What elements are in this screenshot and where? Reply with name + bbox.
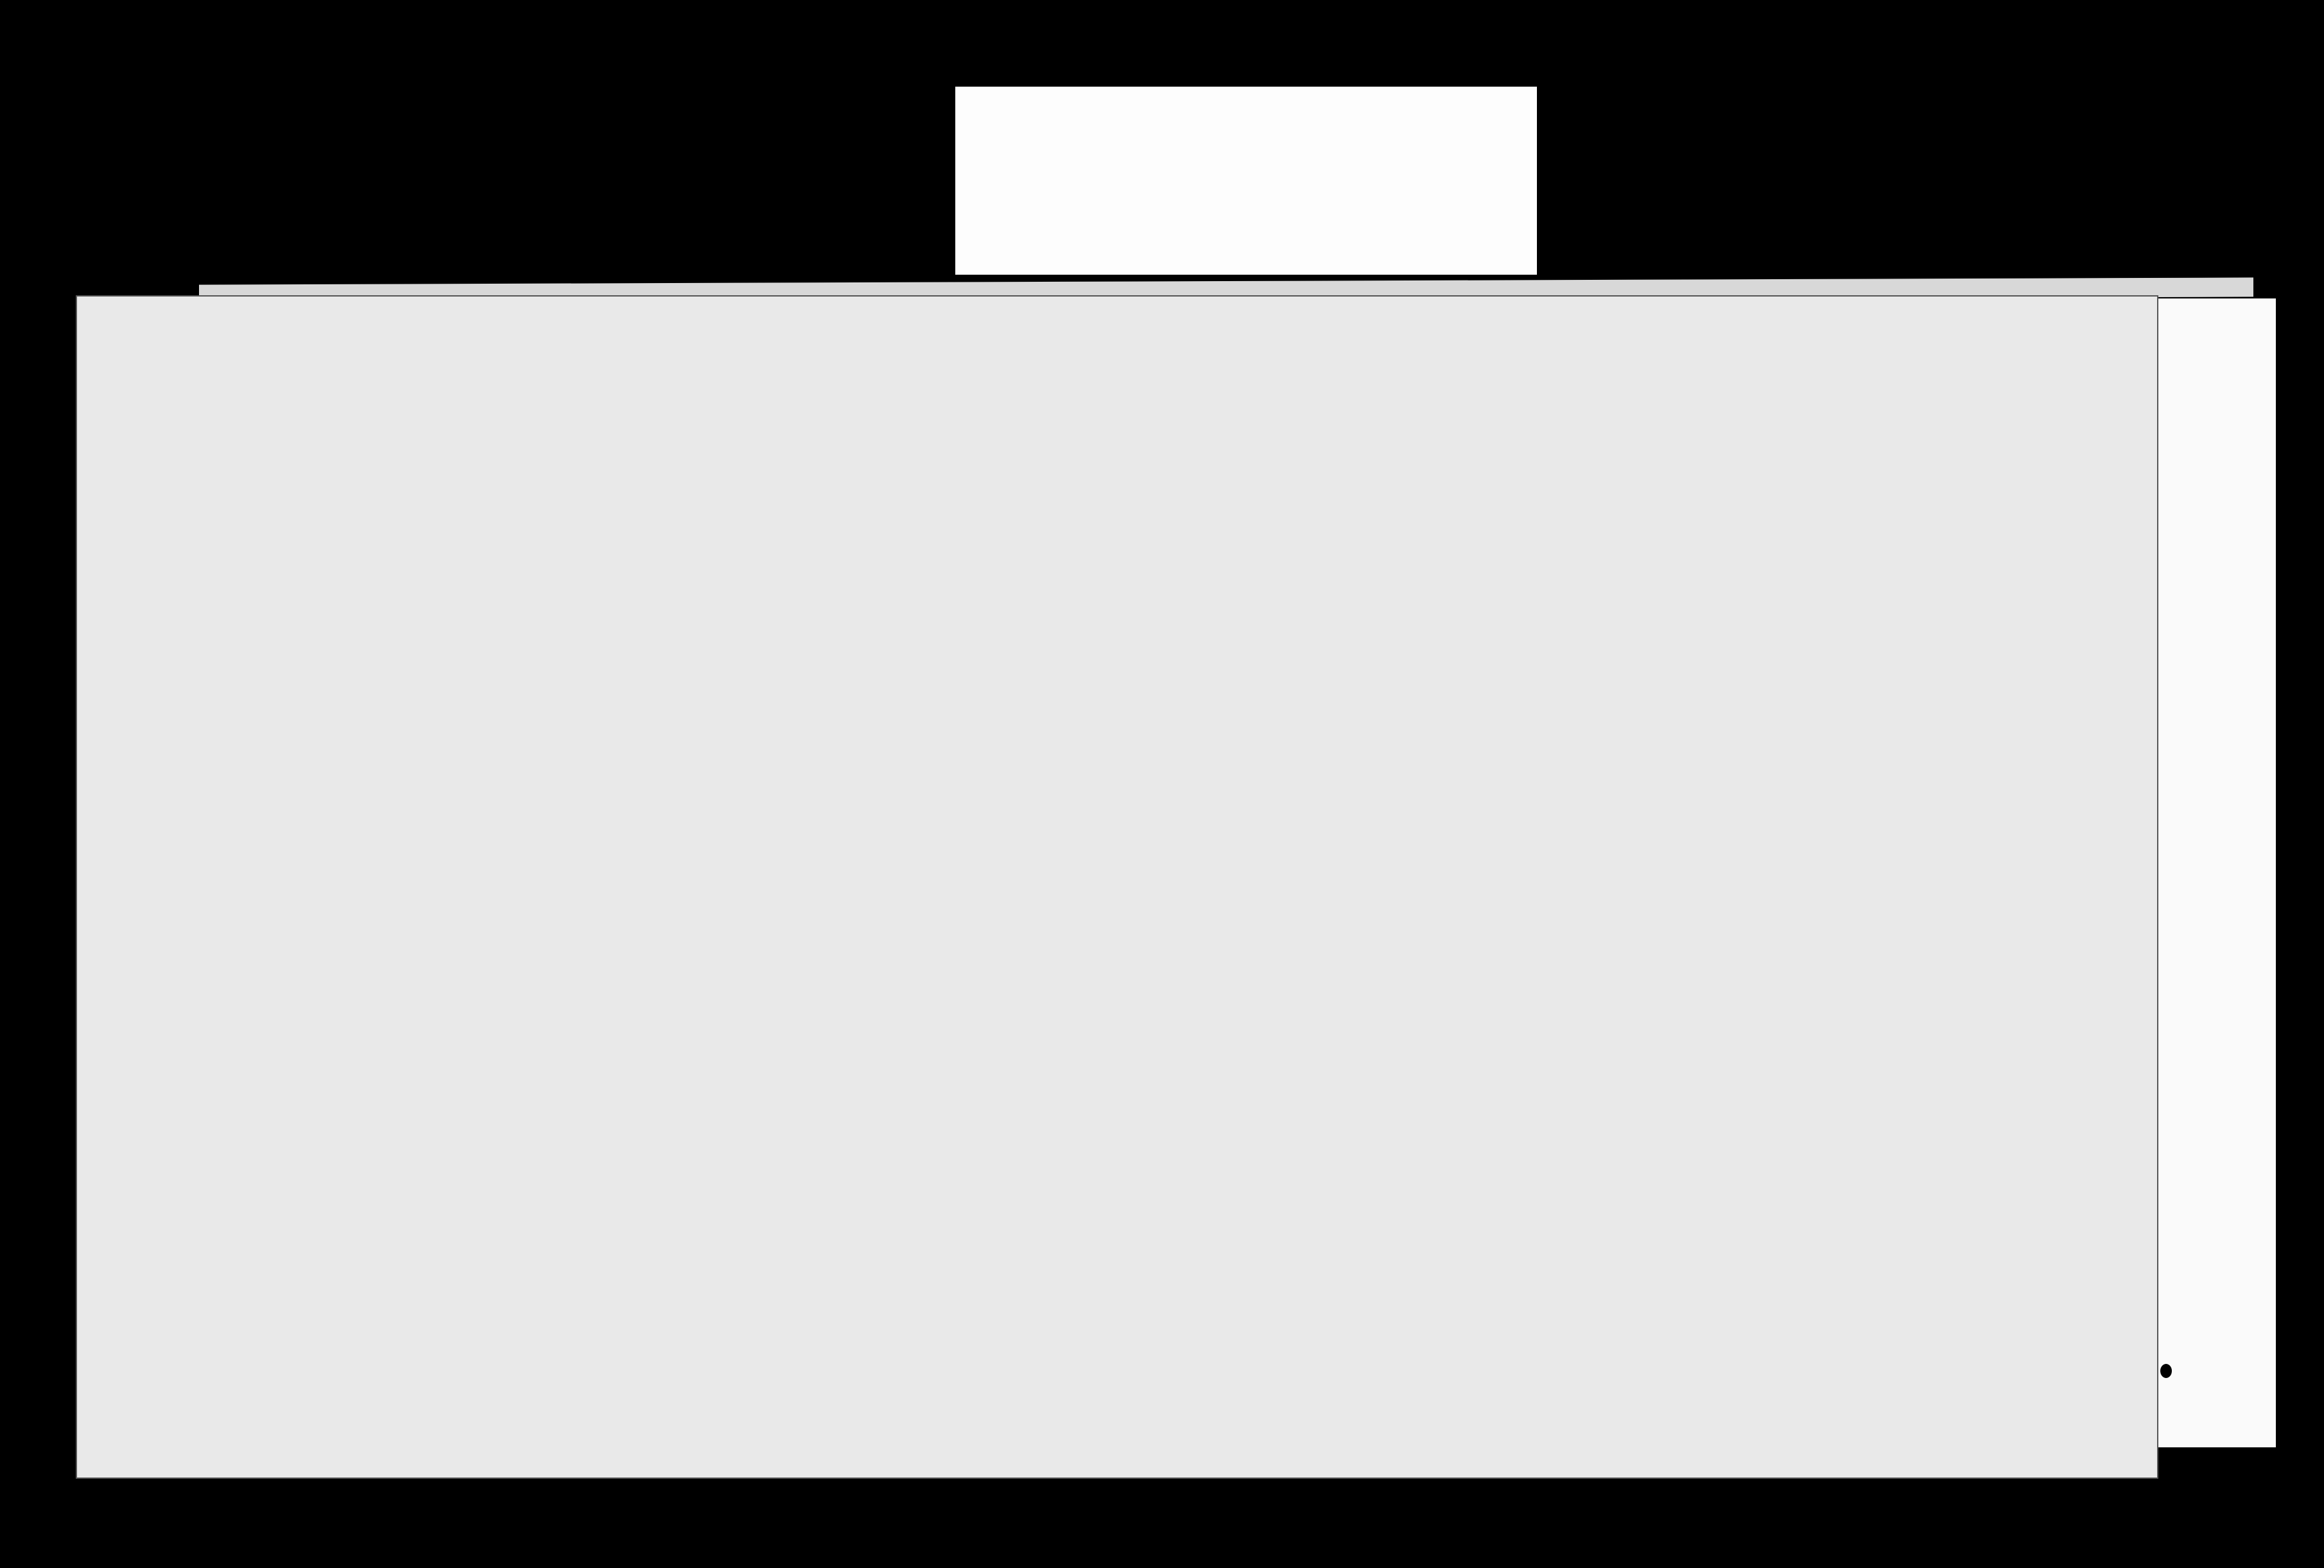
refilmed-label-card (955, 87, 1537, 275)
punch-hole-icon (2160, 1364, 2172, 1378)
census-form-sheet (76, 295, 2158, 1479)
